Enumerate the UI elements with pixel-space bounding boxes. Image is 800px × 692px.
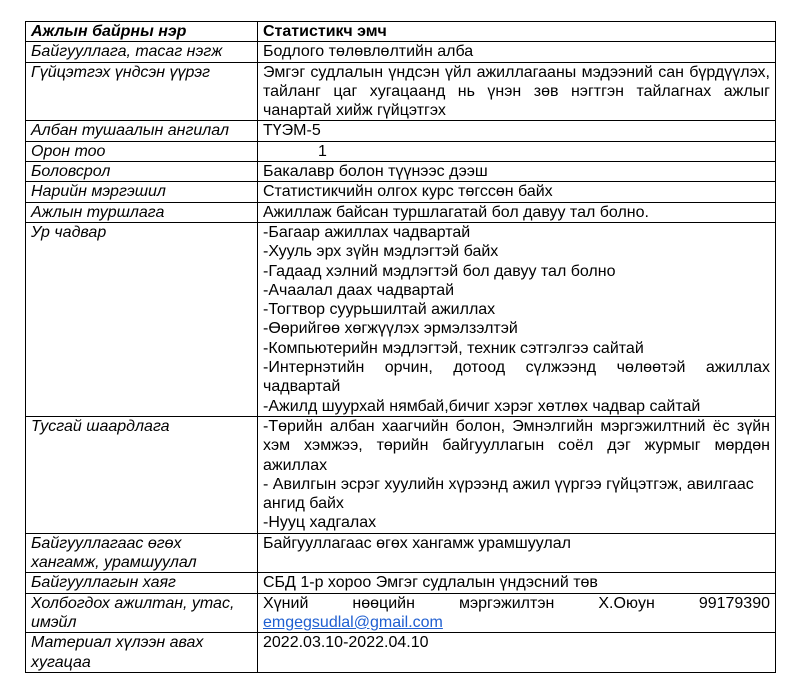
row-label: Боловсрол — [26, 162, 258, 182]
row-label: Материал хүлээн авах хугацаа — [26, 633, 258, 673]
contact-value — [258, 593, 776, 633]
value-line: Статистикчийн олгох курс төгссөн байх — [263, 183, 553, 201]
value-line: - Авилгын эсрэг хуулийн хүрээнд ажил үүргээ гүйцэтгэж, авилгаас ангид байх — [263, 475, 754, 513]
contact-word: Х.Оюун — [598, 594, 655, 612]
contact-row — [26, 593, 776, 633]
row-label: Тусгай шаардлага — [26, 416, 258, 533]
value-line: -Нууц хадгалах — [263, 514, 377, 532]
table-row — [26, 533, 776, 573]
value-line: -Тогтвор суурьшилтай ажиллах — [263, 301, 496, 319]
job-posting-table — [25, 21, 776, 673]
deadline-value: 2022.03.10-2022.04.10 — [258, 633, 776, 673]
email-link[interactable]: emgegsudlal@gmail.com — [263, 613, 443, 631]
row-label: Байгууллагын хаяг — [26, 573, 258, 593]
row-label: Нарийн мэргэшил — [26, 182, 258, 202]
row-value — [258, 121, 776, 141]
header-label: Ажлын байрны нэр — [26, 22, 258, 42]
row-value — [258, 202, 776, 222]
value-line: 1 — [318, 142, 327, 160]
header-value: Статистикч эмч — [258, 22, 776, 42]
row-value — [258, 182, 776, 202]
value-line: СБД 1-р хороо Эмгэг судлалын үндэсний төв — [263, 574, 598, 592]
row-value — [258, 416, 776, 533]
value-line: Эмгэг судлалын үндсэн үйл ажиллагааны мэдээний сан бүрдүүлэх, тайланг цаг хугацаанд нь үнэн зөв нэгтгэн тайлагнах ажлыг чанартай хийж гүйцэтгэх — [263, 63, 770, 120]
row-label: Албан тушаалын ангилал — [26, 121, 258, 141]
row-value — [258, 141, 776, 161]
row-label: Байгууллагаас өгөх хангамж, урамшуулал — [26, 533, 258, 573]
table-row — [26, 42, 776, 62]
value-line: -Өөрийгөө хөгжүүлэх эрмэлзэлтэй — [263, 320, 518, 338]
contact-word: нөөцийн — [352, 594, 415, 612]
value-line: -Хууль эрх зүйн мэдлэгтэй байх — [263, 243, 499, 261]
table-row — [26, 121, 776, 141]
table-row — [26, 222, 776, 416]
contact-word: Хүний — [263, 594, 309, 612]
contact-person-line — [263, 594, 770, 613]
value-line: -Багаар ажиллах чадвартай — [263, 223, 471, 241]
table-row — [26, 62, 776, 121]
value-line: Бакалавр болон түүнээс дээш — [263, 163, 488, 181]
row-value — [258, 533, 776, 573]
row-label: Гүйцэтгэх үндсэн үүрэг — [26, 62, 258, 121]
value-line: -Компьютерийн мэдлэгтэй, техник сэтгэлгээ сайтай — [263, 339, 644, 357]
contact-word: 99179390 — [698, 594, 770, 612]
row-value — [258, 42, 776, 62]
row-value — [258, 222, 776, 416]
row-value — [258, 62, 776, 121]
value-line: -Ажилд шуурхай нямбай,бичиг хэрэг хөтлөх чадвар сайтай — [263, 397, 701, 415]
row-label: Байгууллага, тасаг нэгж — [26, 42, 258, 62]
header-row — [26, 22, 776, 42]
value-line: Бодлого төлөвлөлтийн алба — [263, 43, 474, 61]
value-line: -Интернэтийн орчин, дотоод сүлжээнд чөлөөтэй ажиллах чадвартай — [263, 359, 770, 396]
job-posting-body — [26, 22, 776, 673]
row-label: Ажлын туршлага — [26, 202, 258, 222]
value-line: -Төрийн албан хаагчийн болон, Эмнэлгийн мэргэжилтний ёс зүйн хэм хэмжээ, төрийн байгууллагын соёл дэг журмыг мөрдөн ажиллах — [263, 417, 770, 474]
contact-word: мэргэжилтэн — [458, 594, 555, 612]
table-row — [26, 573, 776, 593]
table-row — [26, 162, 776, 182]
table-row — [26, 416, 776, 533]
value-line: -Ачаалал даах чадвартай — [263, 281, 455, 299]
table-row — [26, 141, 776, 161]
table-row — [26, 202, 776, 222]
row-value — [258, 573, 776, 593]
value-line: Ажиллаж байсан туршлагатай бол давуу тал болно. — [263, 203, 649, 221]
row-label: Орон тоо — [26, 141, 258, 161]
value-line: Байгууллагаас өгөх хангамж урамшуулал — [263, 534, 571, 552]
deadline-row — [26, 633, 776, 673]
row-label: Ур чадвар — [26, 222, 258, 416]
value-line: ТҮЭМ-5 — [263, 122, 321, 140]
row-label: Холбогдох ажилтан, утас, имэйл — [26, 593, 258, 633]
value-line: -Гадаад хэлний мэдлэгтэй бол давуу тал болно — [263, 262, 616, 280]
table-row — [26, 182, 776, 202]
row-value — [258, 162, 776, 182]
